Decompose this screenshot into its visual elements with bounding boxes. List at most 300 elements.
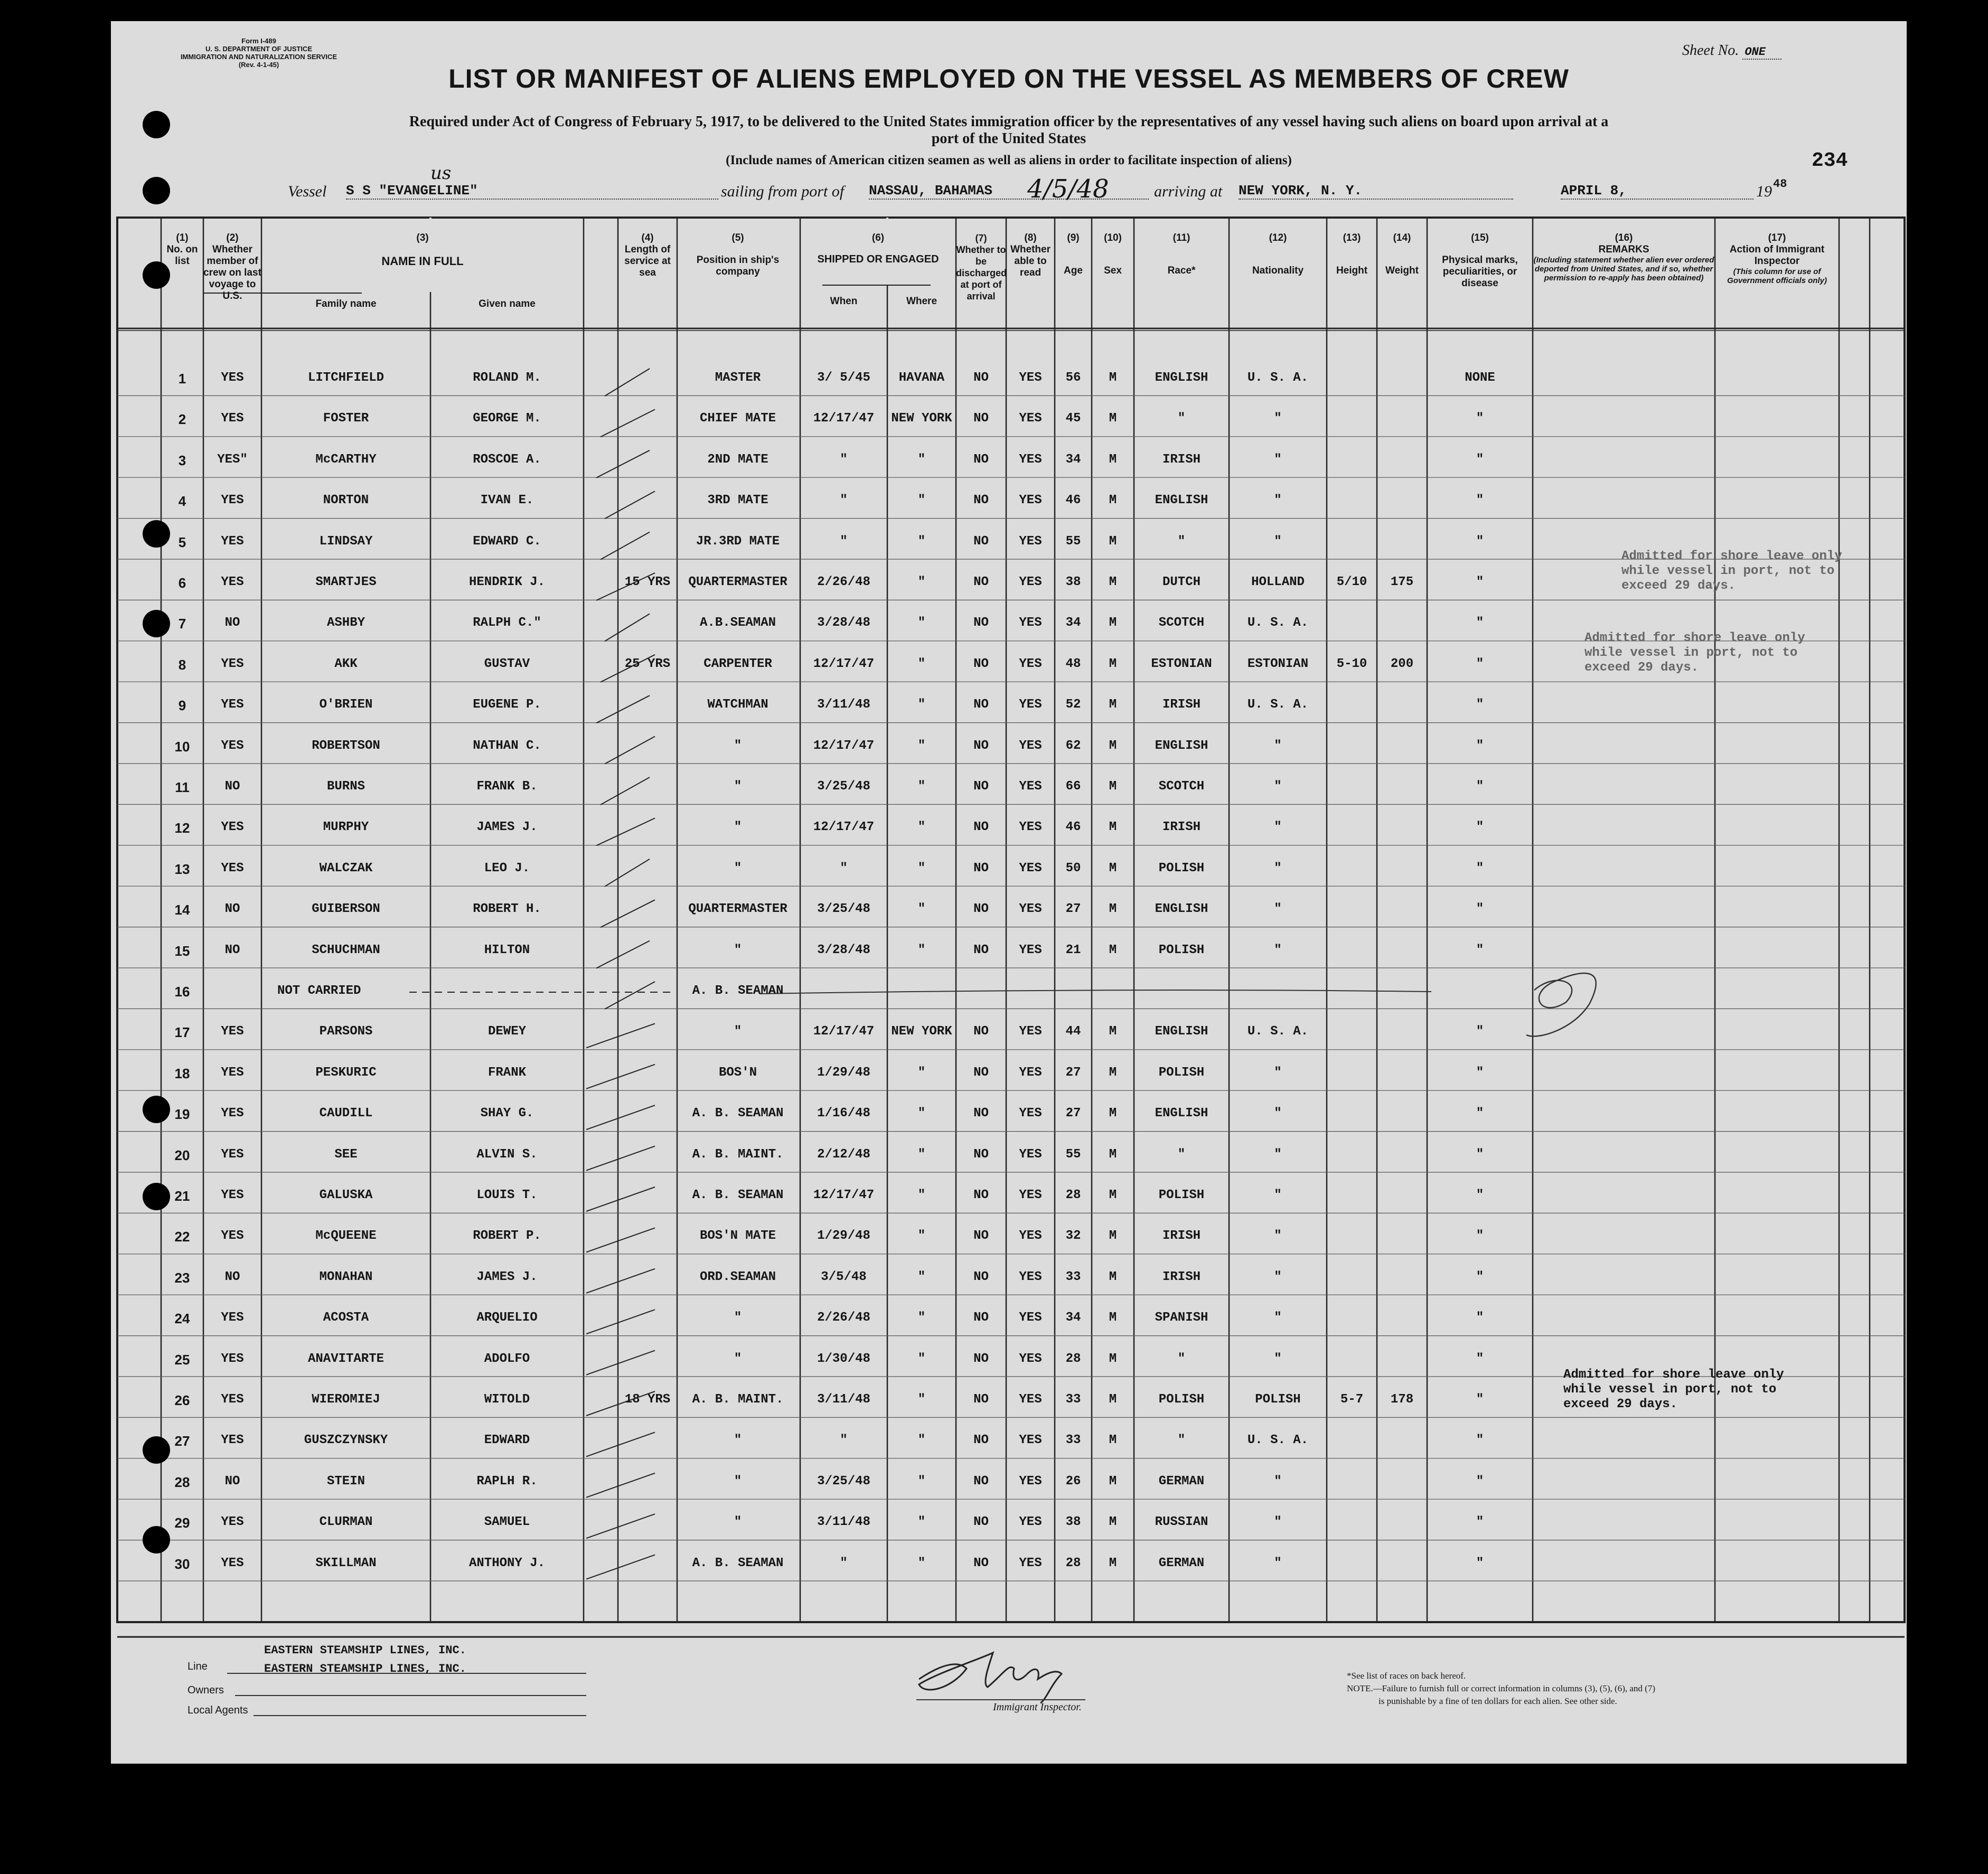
cell-when: 3/11/48 <box>817 1515 870 1530</box>
cell-marks: " <box>1476 861 1484 875</box>
col-name-number: (3) <box>416 232 429 243</box>
manifest-sheet <box>111 21 1907 1764</box>
table-row <box>111 850 1907 890</box>
cell-where: " <box>917 452 926 467</box>
cell-race: " <box>1177 534 1186 549</box>
col-remarks-note: (Including statement whether alien ever ordered deported from United States, and if so, whether permission to re-apply has been obtained) <box>1533 256 1714 282</box>
cell-weight: 175 <box>1390 575 1414 589</box>
cell-nat: " <box>1274 493 1282 508</box>
cell-family: MURPHY <box>323 820 369 835</box>
cell-when: 12/17/47 <box>813 820 875 835</box>
cell-disch: NO <box>973 656 989 671</box>
cell-race: POLISH <box>1158 1188 1205 1202</box>
cell-age: 46 <box>1065 493 1081 508</box>
cell-nat: " <box>1274 1106 1282 1121</box>
table-row <box>111 1054 1907 1095</box>
sailing-date-handwritten: 4/5/48 <box>1027 174 1109 204</box>
cell-read: YES <box>1019 616 1042 630</box>
cell-read: YES <box>1019 493 1042 508</box>
cell-disch: NO <box>973 698 989 712</box>
cell-family: NORTON <box>323 493 369 508</box>
cell-no: 2 <box>178 411 186 428</box>
cell-position: " <box>734 779 742 794</box>
cell-where: " <box>917 861 926 875</box>
cell-position: A. B. MAINT. <box>692 1392 784 1407</box>
col-shipped-number: (6) <box>871 232 885 243</box>
cell-marks: " <box>1476 1106 1484 1121</box>
col-no-label: No. on list <box>166 244 198 267</box>
cell-sex: M <box>1109 1188 1117 1202</box>
cell-where: " <box>917 493 926 508</box>
cell-sex: M <box>1109 1392 1117 1407</box>
table-row <box>111 1258 1907 1299</box>
table-row <box>111 931 1907 972</box>
cell-disch: NO <box>973 902 989 917</box>
cell-no: 6 <box>178 575 186 591</box>
cell-disch: NO <box>973 1311 989 1325</box>
cell-disch: NO <box>973 1188 989 1202</box>
cell-when: " <box>840 534 848 549</box>
col-race-header <box>1134 232 1229 277</box>
cell-service: 18 YRS <box>624 1392 671 1407</box>
punch-hole <box>143 1096 170 1123</box>
cell-family: WIEROMIEJ <box>312 1392 380 1407</box>
cell-last: YES <box>221 1515 244 1530</box>
cell-last: YES <box>221 1106 244 1121</box>
cell-family: LITCHFIELD <box>307 371 385 385</box>
cell-age: 48 <box>1065 656 1081 671</box>
vessel-name: S S "EVANGELINE" <box>346 183 718 200</box>
cell-where: " <box>917 1433 926 1448</box>
cell-last: YES <box>221 1065 244 1080</box>
cell-no: 22 <box>174 1229 190 1245</box>
cell-where: " <box>917 1106 926 1121</box>
col-height-label: Height <box>1336 265 1368 276</box>
table-row <box>111 808 1907 849</box>
col-sex-number: (10) <box>1104 232 1122 243</box>
cell-position: A. B. SEAMAN <box>692 1556 784 1570</box>
cell-when: 3/25/48 <box>817 902 870 917</box>
cell-family: O'BRIEN <box>319 698 373 712</box>
table-row <box>111 1421 1907 1462</box>
cell-family: ROBERTSON <box>312 738 380 753</box>
cell-marks: " <box>1476 656 1484 671</box>
cell-weight: 200 <box>1390 656 1414 671</box>
cell-nat: HOLLAND <box>1251 575 1305 589</box>
cell-position: BOS'N MATE <box>699 1229 776 1244</box>
punch-hole <box>143 1183 170 1210</box>
cell-race: POLISH <box>1158 1065 1205 1080</box>
cell-no: 12 <box>174 820 190 836</box>
cell-last: YES <box>221 656 244 671</box>
cell-no: 15 <box>174 943 190 959</box>
arriving-label: arriving at <box>1154 183 1223 200</box>
cell-position: ORD.SEAMAN <box>699 1269 776 1284</box>
cell-family: BURNS <box>326 779 365 794</box>
cell-age: 38 <box>1065 575 1081 589</box>
cell-service: 25 YRS <box>624 656 671 671</box>
cell-nat: U. S. A. <box>1247 616 1309 630</box>
col-weight-header <box>1377 232 1427 277</box>
cell-read: YES <box>1019 1269 1042 1284</box>
cell-no: 3 <box>178 452 186 468</box>
cell-given: ROLAND M. <box>473 371 541 385</box>
cell-given: LOUIS T. <box>476 1188 538 1202</box>
sailing-label: sailing from port of <box>721 183 845 200</box>
cell-race: " <box>1177 411 1186 426</box>
cell-nat: " <box>1274 943 1282 957</box>
cell-given: ROBERT H. <box>473 902 541 917</box>
cell-given: SHAY G. <box>480 1106 534 1121</box>
col-action-number: (17) <box>1768 232 1786 243</box>
cell-position: " <box>734 1515 742 1530</box>
cell-marks: " <box>1476 1229 1484 1244</box>
cell-given: ROSCOE A. <box>473 452 541 467</box>
cell-sex: M <box>1109 616 1117 630</box>
cell-family: WALCZAK <box>319 861 373 875</box>
cell-nat: " <box>1274 902 1282 917</box>
cell-given: FRANK B. <box>476 779 538 794</box>
cell-last: YES <box>221 1188 244 1202</box>
cell-family: SKILLMAN <box>315 1556 377 1570</box>
cell-no: 8 <box>178 656 186 673</box>
cell-race: SPANISH <box>1155 1311 1208 1325</box>
remark-row-6: Admitted for shore leave only while vessel in port, not to exceed 29 days. <box>1621 549 1842 593</box>
cell-no: 30 <box>174 1556 190 1572</box>
col-nationality-header <box>1229 232 1327 277</box>
cell-race: ENGLISH <box>1155 371 1208 385</box>
owners-rule <box>235 1695 586 1696</box>
line-value: EASTERN STEAMSHIP LINES, INC. <box>264 1644 466 1657</box>
col-discharge-header <box>956 232 1006 302</box>
table-row <box>111 441 1907 482</box>
cell-age: 55 <box>1065 534 1081 549</box>
cell-family: CLURMAN <box>319 1515 373 1530</box>
cell-when: 3/25/48 <box>817 779 870 794</box>
col-remarks-header <box>1533 232 1715 282</box>
cell-age: 33 <box>1065 1269 1081 1284</box>
cell-read: YES <box>1019 452 1042 467</box>
cell-marks: " <box>1476 943 1484 957</box>
cell-read: YES <box>1019 1392 1042 1407</box>
cell-when: " <box>840 452 848 467</box>
cell-position: MASTER <box>715 371 761 385</box>
cell-where: " <box>917 1188 926 1202</box>
cell-given: FRANK <box>487 1065 526 1080</box>
cell-position: " <box>734 1024 742 1039</box>
cell-when: 1/29/48 <box>817 1065 870 1080</box>
cell-when: 2/26/48 <box>817 1311 870 1325</box>
cell-where: HAVANA <box>898 371 945 385</box>
year-prefix: 19 <box>1756 183 1772 200</box>
cell-marks: " <box>1476 1515 1484 1530</box>
cell-age: 38 <box>1065 1515 1081 1530</box>
cell-nat: U. S. A. <box>1247 1433 1309 1448</box>
table-row <box>111 1176 1907 1217</box>
vessel-annotation: us <box>430 163 452 184</box>
cell-where: " <box>917 943 926 957</box>
cell-marks: " <box>1476 1188 1484 1202</box>
cell-family: CAUDILL <box>319 1106 373 1121</box>
cell-nat: POLISH <box>1255 1392 1301 1407</box>
cell-disch: NO <box>973 1106 989 1121</box>
cell-no: 23 <box>174 1269 190 1286</box>
cell-when: 12/17/47 <box>813 1024 875 1039</box>
cell-position: A. B. MAINT. <box>692 1147 784 1162</box>
cell-when: " <box>840 1556 848 1570</box>
cell-read: YES <box>1019 1474 1042 1489</box>
col-shipped-label: SHIPPED OR ENGAGED <box>817 253 939 265</box>
cell-marks: " <box>1476 902 1484 917</box>
punch-hole <box>143 1436 170 1464</box>
cell-disch: NO <box>973 1433 989 1448</box>
arriving-port: NEW YORK, N. Y. <box>1239 183 1513 200</box>
cell-sex: M <box>1109 1351 1117 1366</box>
inspector-rule <box>916 1699 1085 1700</box>
cell-no: 26 <box>174 1392 190 1408</box>
col-last-number: (2) <box>226 232 239 243</box>
cell-when: 3/28/48 <box>817 616 870 630</box>
col-weight-label: Weight <box>1385 265 1419 276</box>
cell-marks: " <box>1476 1065 1484 1080</box>
cell-age: 44 <box>1065 1024 1081 1039</box>
remark-row-8: Admitted for shore leave only while vessel in port, not to exceed 29 days. <box>1584 631 1805 675</box>
cell-race: POLISH <box>1158 1392 1205 1407</box>
cell-when: 3/28/48 <box>817 943 870 957</box>
sheet-no-label: Sheet No. <box>1682 42 1739 59</box>
cell-read: YES <box>1019 1106 1042 1121</box>
cell-position: 3RD MATE <box>707 493 768 508</box>
cell-family: AKK <box>334 656 358 671</box>
cell-nat: " <box>1274 1515 1282 1530</box>
cell-disch: NO <box>973 943 989 957</box>
cell-where: " <box>917 1515 926 1530</box>
cell-race: IRISH <box>1162 1269 1201 1284</box>
cell-read: YES <box>1019 1024 1042 1039</box>
cell-sex: M <box>1109 1065 1117 1080</box>
table-row <box>111 1545 1907 1585</box>
cell-last: YES <box>221 698 244 712</box>
cell-no: 21 <box>174 1188 190 1204</box>
agents-rule <box>254 1715 586 1716</box>
table-row <box>111 768 1907 808</box>
cell-last: NO <box>224 943 240 957</box>
cell-read: YES <box>1019 534 1042 549</box>
subtitle-act: Required under Act of Congress of February 5, 1917, to be delivered to the United States immigration officer by the representatives of any vessel having such aliens on board upon arrival at a <box>409 114 1609 130</box>
cell-nat: " <box>1274 820 1282 835</box>
cell-family: McQUEENE <box>315 1229 377 1244</box>
cell-given: ADOLFO <box>484 1351 530 1366</box>
cell-given: SAMUEL <box>484 1515 530 1530</box>
cell-sex: M <box>1109 738 1117 753</box>
cell-position: " <box>734 738 742 753</box>
cell-family: GUSZCZYNSKY <box>304 1433 388 1448</box>
cell-read: YES <box>1019 656 1042 671</box>
owners-label: Owners <box>187 1684 224 1696</box>
cell-given: NATHAN C. <box>473 738 541 753</box>
cell-age: 62 <box>1065 738 1081 753</box>
cell-sex: M <box>1109 1106 1117 1121</box>
cell-position: A. B. SEAMAN <box>692 1106 784 1121</box>
cell-no: 11 <box>175 779 190 795</box>
cell-read: YES <box>1019 779 1042 794</box>
cell-when: 1/30/48 <box>817 1351 870 1366</box>
cell-family: STEIN <box>326 1474 365 1489</box>
inspector-signature <box>903 1637 1093 1706</box>
col-service-header <box>618 232 677 279</box>
col-service-number: (4) <box>641 232 654 243</box>
cell-given: ROBERT P. <box>473 1229 541 1244</box>
cell-family: ASHBY <box>326 616 365 630</box>
cell-when: 12/17/47 <box>813 656 875 671</box>
cell-position: " <box>734 943 742 957</box>
cell-no: 10 <box>174 738 190 755</box>
cell-marks: " <box>1476 698 1484 712</box>
punch-hole <box>143 520 170 548</box>
cell-nat: " <box>1274 1474 1282 1489</box>
cell-given: DEWEY <box>487 1024 526 1039</box>
cell-when: 12/17/47 <box>813 738 875 753</box>
cell-disch: NO <box>973 1229 989 1244</box>
cell-last: YES <box>221 1433 244 1448</box>
cell-given: HILTON <box>484 943 530 957</box>
cell-family: MONAHAN <box>319 1269 373 1284</box>
cell-marks: NONE <box>1465 371 1495 385</box>
cell-age: 28 <box>1065 1188 1081 1202</box>
table-row <box>111 1299 1907 1340</box>
cell-last: YES <box>221 411 244 426</box>
cell-last: YES <box>221 1147 244 1162</box>
cell-given: ANTHONY J. <box>468 1556 546 1570</box>
col-sex-label: Sex <box>1104 265 1122 276</box>
cell-no: 28 <box>174 1474 190 1490</box>
cell-family: GUIBERSON <box>312 902 380 917</box>
cell-disch: NO <box>973 738 989 753</box>
cell-race: ENGLISH <box>1155 902 1208 917</box>
cell-nat: " <box>1274 1351 1282 1366</box>
cell-race: ESTONIAN <box>1151 656 1212 671</box>
cell-marks: " <box>1476 1556 1484 1570</box>
cell-when: 2/12/48 <box>817 1147 870 1162</box>
cell-disch: NO <box>973 411 989 426</box>
cell-last: YES <box>221 1311 244 1325</box>
cell-family: SCHUCHMAN <box>312 943 380 957</box>
cell-sex: M <box>1109 371 1117 385</box>
arrival-date: APRIL 8, <box>1561 183 1753 200</box>
cell-no: 7 <box>178 616 186 632</box>
cell-given: HENDRIK J. <box>468 575 546 589</box>
cell-disch: NO <box>973 575 989 589</box>
cell-marks: " <box>1476 1351 1484 1366</box>
col-age-label: Age <box>1064 265 1083 276</box>
cell-last: YES" <box>217 452 248 467</box>
cell-no: 13 <box>174 861 190 877</box>
cell-race: IRISH <box>1162 820 1201 835</box>
cell-given: EDWARD <box>484 1433 530 1448</box>
cell-nat: " <box>1274 534 1282 549</box>
footer-notes <box>1347 1670 1655 1708</box>
cell-marks: " <box>1476 1433 1484 1448</box>
cell-race: SCOTCH <box>1158 779 1205 794</box>
col-age-number: (9) <box>1067 232 1080 243</box>
remark-row-26: Admitted for shore leave only while vessel in port, not to exceed 29 days. <box>1563 1368 1784 1411</box>
cell-no: 19 <box>174 1106 190 1123</box>
cell-marks: " <box>1476 452 1484 467</box>
col-age-header <box>1055 232 1092 277</box>
table-row <box>111 1503 1907 1544</box>
col-sex-header <box>1092 232 1134 277</box>
cell-no: 25 <box>174 1351 190 1368</box>
cell-family: SMARTJES <box>315 575 377 589</box>
cell-where: " <box>917 1147 926 1162</box>
cell-race: " <box>1177 1351 1186 1366</box>
cell-given: IVAN E. <box>480 493 534 508</box>
cell-when: " <box>840 861 848 875</box>
cell-age: 33 <box>1065 1433 1081 1448</box>
cell-marks: " <box>1476 1024 1484 1039</box>
cell-marks: " <box>1476 411 1484 426</box>
col-where-label: Where <box>906 296 937 307</box>
cell-sex: M <box>1109 902 1117 917</box>
cell-when: 3/11/48 <box>817 698 870 712</box>
cell-height: 5-7 <box>1340 1392 1364 1407</box>
cell-position: CARPENTER <box>704 656 772 671</box>
cell-last: YES <box>221 1024 244 1039</box>
col-when-label: When <box>830 296 858 307</box>
cell-given: WITOLD <box>484 1392 530 1407</box>
cell-no: 16 <box>174 984 190 1000</box>
cell-race: GERMAN <box>1158 1556 1205 1570</box>
table-row <box>111 1095 1907 1135</box>
cell-family: FOSTER <box>323 411 369 426</box>
inspector-label: Immigrant Inspector. <box>993 1701 1082 1713</box>
cell-read: YES <box>1019 902 1042 917</box>
cell-position: " <box>734 1311 742 1325</box>
cell-race: POLISH <box>1158 861 1205 875</box>
col-action-note: (This column for use of Government officials only) <box>1727 267 1827 285</box>
cell-read: YES <box>1019 698 1042 712</box>
cell-race: POLISH <box>1158 943 1205 957</box>
cell-disch: NO <box>973 371 989 385</box>
cell-race: DUTCH <box>1162 575 1201 589</box>
cell-position: 2ND MATE <box>707 452 768 467</box>
cell-position: BOS'N <box>718 1065 757 1080</box>
cell-where: " <box>917 575 926 589</box>
cell-where: " <box>917 1474 926 1489</box>
table-row <box>111 482 1907 522</box>
cell-family: McCARTHY <box>315 452 377 467</box>
cell-disch: NO <box>973 534 989 549</box>
cell-last: NO <box>224 902 240 917</box>
punch-hole <box>143 177 170 204</box>
cell-age: 26 <box>1065 1474 1081 1489</box>
cell-nat: " <box>1274 1269 1282 1284</box>
cell-position: " <box>734 861 742 875</box>
cell-position: JR.3RD MATE <box>696 534 780 549</box>
col-read-label: Whether able to read <box>1010 244 1051 278</box>
cell-nat: " <box>1274 738 1282 753</box>
cell-no: 14 <box>174 902 190 918</box>
cell-age: 28 <box>1065 1351 1081 1366</box>
cell-disch: NO <box>973 1024 989 1039</box>
cell-nat: U. S. A. <box>1247 1024 1309 1039</box>
cell-age: 46 <box>1065 820 1081 835</box>
col-no-number: (1) <box>176 232 189 243</box>
cell-age: 28 <box>1065 1556 1081 1570</box>
cell-sex: M <box>1109 779 1117 794</box>
cell-sex: M <box>1109 411 1117 426</box>
note-penalty-2: is punishable by a fine of ten dollars for each alien. See other side. <box>1379 1696 1617 1706</box>
